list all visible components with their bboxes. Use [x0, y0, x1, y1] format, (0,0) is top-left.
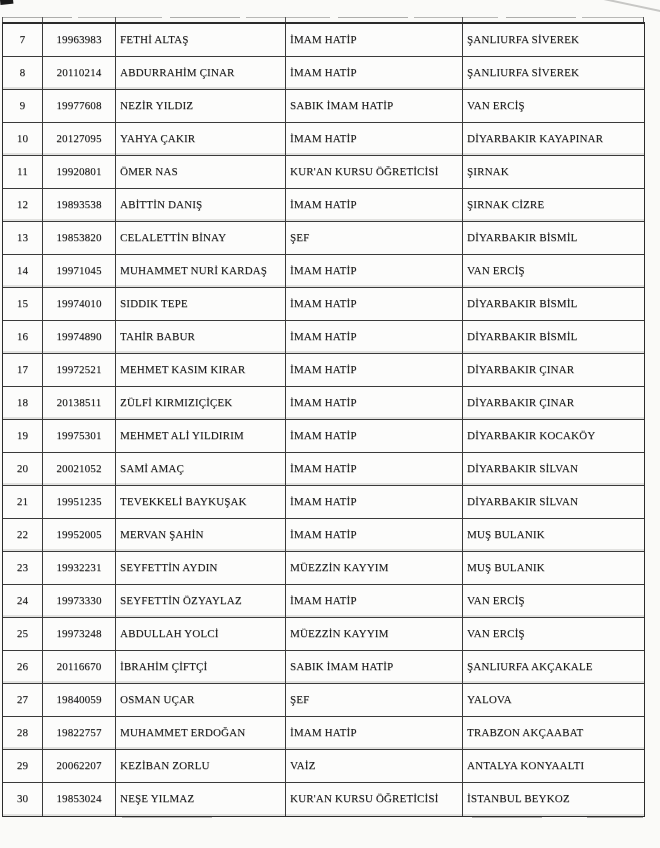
cell-registry-number: 19920801 — [43, 156, 116, 188]
table-row — [3, 783, 644, 816]
cell-location: ŞANLIURFA SİVEREK — [467, 66, 580, 79]
cell-registry-number: 19977608 — [43, 90, 116, 122]
cell-row-number: 14 — [3, 255, 43, 287]
cell-name: MUHAMMET NURİ KARDAŞ — [116, 255, 286, 287]
cell-name: KEZİBAN ZORLU — [116, 750, 286, 782]
cell-registry-number: 19932231 — [43, 552, 116, 584]
cell-row-number: 8 — [3, 57, 43, 89]
cell-name: ABDULLAH YOLCİ — [116, 618, 286, 650]
cell-location: ŞIRNAK CİZRE — [467, 198, 545, 211]
cell-name: MEHMET ALİ YILDIRIM — [116, 420, 286, 452]
cell-registry-number: 20021052 — [43, 453, 116, 485]
cell-registry-number: 19963983 — [43, 24, 116, 56]
cell-registry-number: 19952005 — [43, 519, 116, 551]
cell-registry-number: 19971045 — [43, 255, 116, 287]
cell-row-number: 27 — [3, 684, 43, 716]
cell-location: ŞANLIURFA SİVEREK — [467, 33, 580, 46]
cell-registry-number: 19853024 — [43, 783, 116, 816]
cell-registry-number: 19951235 — [43, 486, 116, 518]
cell-registry-number: 19973248 — [43, 618, 116, 650]
cell-location: DİYARBAKIR SİLVAN — [467, 495, 579, 508]
cell-location: ANTALYA KONYAALTI — [467, 759, 585, 772]
cell-row-number: 10 — [3, 123, 43, 155]
table-row — [3, 585, 644, 618]
cell-registry-number: 19975301 — [43, 420, 116, 452]
cell-title: İMAM HATİP — [286, 486, 463, 518]
cell-title: ŞEF — [286, 222, 463, 254]
cell-registry-number: 20127095 — [43, 123, 116, 155]
cell-row-number: 11 — [3, 156, 43, 188]
cell-location: YALOVA — [467, 693, 512, 706]
table-row — [3, 354, 644, 387]
scan-artifact-corner-mark — [0, 0, 13, 5]
cell-location: DİYARBAKIR BİSMİL — [467, 330, 578, 343]
cell-name: TEVEKKELİ BAYKUŞAK — [116, 486, 286, 518]
cell-name: YAHYA ÇAKIR — [116, 123, 286, 155]
cell-location: TRABZON AKÇAABAT — [467, 726, 584, 739]
cell-registry-number: 19893538 — [43, 189, 116, 221]
cell-row-number: 18 — [3, 387, 43, 419]
cell-location: MUŞ BULANIK — [467, 561, 545, 574]
cell-row-number: 30 — [3, 783, 43, 816]
cell-name: NEZİR YILDIZ — [116, 90, 286, 122]
cell-title: İMAM HATİP — [286, 585, 463, 617]
table-row — [3, 255, 644, 288]
cell-registry-number: 19822757 — [43, 717, 116, 749]
cell-location: ŞIRNAK — [467, 165, 509, 178]
cell-row-number: 19 — [3, 420, 43, 452]
cell-name: İBRAHİM ÇİFTÇİ — [116, 651, 286, 683]
cell-location: İSTANBUL BEYKOZ — [467, 793, 570, 805]
cell-name: MERVAN ŞAHİN — [116, 519, 286, 551]
cell-row-number: 24 — [3, 585, 43, 617]
cell-location: DİYARBAKIR SİLVAN — [467, 462, 579, 475]
cell-row-number: 21 — [3, 486, 43, 518]
cell-location: DİYARBAKIR ÇINAR — [467, 396, 575, 409]
cell-location: VAN ERCİŞ — [467, 594, 525, 607]
scan-artifact-bottom-smudge — [2, 817, 643, 818]
table-row — [3, 156, 644, 189]
cell-title: İMAM HATİP — [286, 321, 463, 353]
cell-row-number: 28 — [3, 717, 43, 749]
table-row — [3, 420, 644, 453]
cell-title: İMAM HATİP — [286, 453, 463, 485]
cell-title: İMAM HATİP — [286, 255, 463, 287]
table-row — [3, 57, 644, 90]
cell-title: KUR'AN KURSU ÖĞRETİCİSİ — [286, 156, 463, 188]
cell-row-number: 15 — [3, 288, 43, 320]
cell-registry-number: 20110214 — [43, 57, 116, 89]
cell-row-number: 22 — [3, 519, 43, 551]
cell-name: MUHAMMET ERDOĞAN — [116, 717, 286, 749]
cell-name: ÖMER NAS — [116, 156, 286, 188]
cell-title: İMAM HATİP — [286, 288, 463, 320]
cell-location: VAN ERCİŞ — [467, 264, 525, 277]
cell-registry-number: 19853820 — [43, 222, 116, 254]
cell-registry-number: 19840059 — [43, 684, 116, 716]
table-row — [3, 288, 644, 321]
table-row — [3, 387, 644, 420]
cell-title: İMAM HATİP — [286, 420, 463, 452]
cell-registry-number: 19973330 — [43, 585, 116, 617]
cell-name: SEYFETTİN ÖZYAYLAZ — [116, 585, 286, 617]
cell-name: TAHİR BABUR — [116, 321, 286, 353]
cell-location: DİYARBAKIR BİSMİL — [467, 231, 578, 244]
cell-title: MÜEZZİN KAYYIM — [286, 552, 463, 584]
cell-location: DİYARBAKIR BİSMİL — [467, 297, 578, 310]
cell-name: SEYFETTİN AYDIN — [116, 552, 286, 584]
table-row — [3, 684, 644, 717]
cell-title: SABIK İMAM HATİP — [286, 651, 463, 683]
cell-title: KUR'AN KURSU ÖĞRETİCİSİ — [286, 783, 463, 816]
table-row — [3, 189, 644, 222]
cell-location: DİYARBAKIR KAYAPINAR — [467, 132, 604, 145]
scan-artifact-page-edge — [576, 0, 660, 14]
cell-title: İMAM HATİP — [286, 519, 463, 551]
cell-title: ŞEF — [286, 684, 463, 716]
table-row — [3, 519, 644, 552]
cell-registry-number: 20062207 — [43, 750, 116, 782]
cell-location: ŞANLIURFA AKÇAKALE — [467, 660, 593, 673]
scan-artifact-previous-row-border — [2, 17, 643, 18]
cell-name: OSMAN UÇAR — [116, 684, 286, 716]
cell-row-number: 20 — [3, 453, 43, 485]
cell-name: ABDURRAHİM ÇINAR — [116, 57, 286, 89]
cell-location: VAN ERCİŞ — [467, 627, 525, 640]
cell-title: İMAM HATİP — [286, 354, 463, 386]
cell-title: VAİZ — [286, 750, 463, 782]
cell-registry-number: 19974890 — [43, 321, 116, 353]
table-row — [3, 90, 644, 123]
cell-title: MÜEZZİN KAYYIM — [286, 618, 463, 650]
cell-row-number: 23 — [3, 552, 43, 584]
table-row — [3, 651, 644, 684]
cell-name: FETHİ ALTAŞ — [116, 24, 286, 56]
table-row — [3, 453, 644, 486]
cell-title: İMAM HATİP — [286, 717, 463, 749]
cell-name: SIDDIK TEPE — [116, 288, 286, 320]
cell-location: VAN ERCİŞ — [467, 99, 525, 112]
table-row — [3, 750, 644, 783]
cell-name: SAMİ AMAÇ — [116, 453, 286, 485]
cell-registry-number: 19972521 — [43, 354, 116, 386]
cell-row-number: 7 — [3, 24, 43, 56]
cell-row-number: 16 — [3, 321, 43, 353]
personnel-table — [2, 22, 645, 817]
cell-location: DİYARBAKIR ÇINAR — [467, 363, 575, 376]
table-row — [3, 486, 644, 519]
cell-row-number: 26 — [3, 651, 43, 683]
cell-location: DİYARBAKIR KOCAKÖY — [467, 429, 596, 442]
cell-location: MUŞ BULANIK — [467, 528, 545, 541]
cell-registry-number: 19974010 — [43, 288, 116, 320]
cell-row-number: 25 — [3, 618, 43, 650]
cell-title: İMAM HATİP — [286, 57, 463, 89]
cell-name: ZÜLFİ KIRMIZIÇİÇEK — [116, 387, 286, 419]
cell-title: İMAM HATİP — [286, 123, 463, 155]
cell-title: SABIK İMAM HATİP — [286, 90, 463, 122]
table-row — [3, 123, 644, 156]
cell-row-number: 12 — [3, 189, 43, 221]
cell-name: CELALETTİN BİNAY — [116, 222, 286, 254]
cell-title: İMAM HATİP — [286, 24, 463, 56]
table-row — [3, 552, 644, 585]
cell-title: İMAM HATİP — [286, 387, 463, 419]
cell-registry-number: 20116670 — [43, 651, 116, 683]
cell-registry-number: 20138511 — [43, 387, 116, 419]
cell-title: İMAM HATİP — [286, 189, 463, 221]
cell-name: MEHMET KASIM KIRAR — [116, 354, 286, 386]
table-row — [3, 618, 644, 651]
cell-row-number: 9 — [3, 90, 43, 122]
table-row — [3, 24, 644, 57]
cell-name: NEŞE YILMAZ — [116, 783, 286, 816]
cell-row-number: 29 — [3, 750, 43, 782]
table-row — [3, 321, 644, 354]
table-row — [3, 717, 644, 750]
cell-name: ABİTTİN DANIŞ — [116, 189, 286, 221]
cell-row-number: 17 — [3, 354, 43, 386]
cell-row-number: 13 — [3, 222, 43, 254]
table-row — [3, 222, 644, 255]
